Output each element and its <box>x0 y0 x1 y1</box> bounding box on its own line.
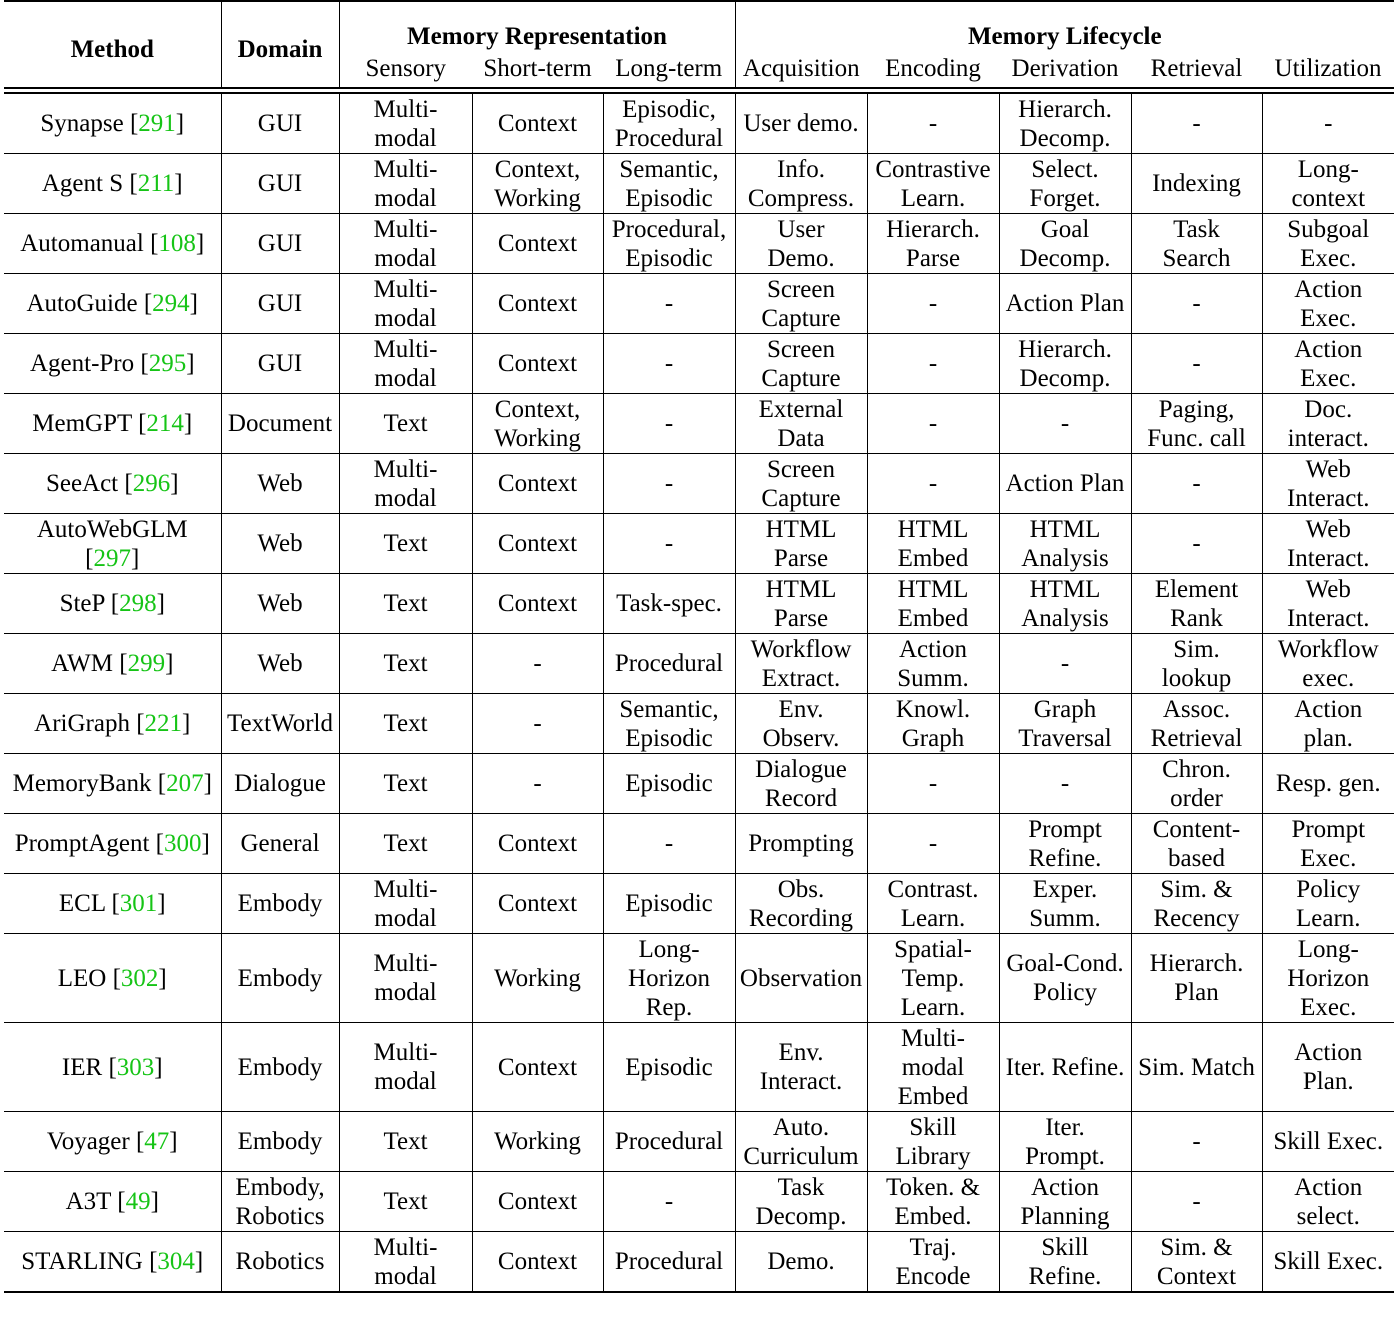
cell-domain: GUI <box>221 154 339 214</box>
cell-sensory: Text <box>339 694 472 754</box>
cell-domain: Document <box>221 394 339 454</box>
citation-link[interactable]: 211 <box>137 170 175 197</box>
cell-sensory: Multi- modal <box>339 874 472 934</box>
method-name: A3T <box>65 1188 118 1215</box>
cell-short: Context <box>472 91 603 154</box>
citation-link[interactable]: 300 <box>163 830 202 857</box>
cell-util: Resp. gen. <box>1262 754 1394 814</box>
cell-ret: Assoc. Retrieval <box>1131 694 1262 754</box>
cell-acq: Observation <box>735 934 867 1023</box>
cell-method: STARLING [304] <box>21 1248 204 1275</box>
citation-link[interactable]: 221 <box>144 710 183 737</box>
cell-sensory: Multi- modal <box>339 1023 472 1112</box>
citation-link[interactable]: 297 <box>93 544 131 572</box>
method-name: Voyager <box>46 1128 136 1155</box>
cell-method: Automanual [108] <box>20 230 205 257</box>
cell-ret: Sim. & Context <box>1131 1232 1262 1293</box>
cell-util: Prompt Exec. <box>1262 814 1394 874</box>
citation-link[interactable]: 207 <box>166 770 204 797</box>
table-row <box>4 574 1394 634</box>
citation-link[interactable]: 291 <box>138 110 176 137</box>
cell-sensory: Text <box>339 634 472 694</box>
method-name: STARLING <box>21 1248 150 1275</box>
cell-ret: - <box>1131 274 1262 334</box>
cell-enc: - <box>867 394 999 454</box>
cell-sensory: Multi- modal <box>339 91 472 154</box>
cell-enc: Knowl. Graph <box>867 694 999 754</box>
citation-link[interactable]: 302 <box>120 964 159 992</box>
cell-long: Long- Horizon Rep. <box>603 934 735 1023</box>
cell-acq: Auto. Curriculum <box>735 1112 867 1172</box>
cell-der: Goal Decomp. <box>999 214 1131 274</box>
cell-short: Context <box>472 1232 603 1293</box>
citation-link[interactable]: 304 <box>157 1248 195 1275</box>
cell-der: Hierarch. Decomp. <box>999 91 1131 154</box>
cell-short: Context <box>472 454 603 514</box>
citation-link[interactable]: 303 <box>116 1053 155 1081</box>
cell-acq: Prompting <box>735 814 867 874</box>
cell-domain: Web <box>221 454 339 514</box>
cell-domain: GUI <box>221 274 339 334</box>
cell-domain: Embody <box>221 1112 339 1172</box>
cell-der: Prompt Refine. <box>999 814 1131 874</box>
cell-short: - <box>472 634 603 694</box>
table-row <box>4 454 1394 514</box>
cell-util: Subgoal Exec. <box>1262 214 1394 274</box>
cell-enc: Contrastive Learn. <box>867 154 999 214</box>
cell-long: Episodic <box>603 1023 735 1112</box>
table-row <box>4 274 1394 334</box>
cell-enc: HTML Embed <box>867 574 999 634</box>
method-name: MemGPT <box>32 410 139 437</box>
cell-ret: Chron. order <box>1131 754 1262 814</box>
cell-method: PromptAgent [300] <box>14 830 210 857</box>
cell-short: Context <box>472 1172 603 1232</box>
cell-util: Long- context <box>1262 154 1394 214</box>
cell-domain: Web <box>221 574 339 634</box>
cell-ret: - <box>1131 454 1262 514</box>
citation-link[interactable]: 295 <box>148 350 187 377</box>
table-row <box>4 694 1394 754</box>
cell-method: Voyager [47] <box>46 1128 178 1155</box>
cell-acq: Env. Interact. <box>735 1023 867 1112</box>
table-header <box>4 1 1394 91</box>
cell-acq: HTML Parse <box>735 514 867 574</box>
cell-long: - <box>603 334 735 394</box>
cell-method: AutoWebGLM [297] <box>36 515 188 572</box>
table-row <box>4 934 1394 1023</box>
cell-ret: - <box>1131 514 1262 574</box>
method-name: SteP <box>59 590 111 617</box>
cell-long: Procedural <box>603 1232 735 1293</box>
cell-der: - <box>999 394 1131 454</box>
cell-short: Context <box>472 574 603 634</box>
cell-acq: External Data <box>735 394 867 454</box>
cell-method: Agent S [211] <box>41 170 183 197</box>
cell-domain: Embody <box>221 874 339 934</box>
cell-acq: Screen Capture <box>735 334 867 394</box>
cell-enc: - <box>867 454 999 514</box>
cell-ret: Content- based <box>1131 814 1262 874</box>
cell-sensory: Text <box>339 574 472 634</box>
cell-short: Working <box>472 934 603 1023</box>
table-row <box>4 1232 1394 1293</box>
header-memory-representation: Memory Representation <box>339 1 735 51</box>
header-domain: Domain <box>221 1 339 91</box>
cell-short: Context, Working <box>472 154 603 214</box>
cell-short: Context <box>472 334 603 394</box>
cell-short: - <box>472 754 603 814</box>
cell-long: Procedural <box>603 634 735 694</box>
table-row <box>4 154 1394 214</box>
cell-enc: - <box>867 334 999 394</box>
cell-util: Action Plan. <box>1262 1023 1394 1112</box>
cell-util: Skill Exec. <box>1262 1232 1394 1293</box>
method-name: AutoWebGLM <box>36 515 188 543</box>
cell-enc: Action Summ. <box>867 634 999 694</box>
cell-util: Policy Learn. <box>1262 874 1394 934</box>
cell-domain: Embody <box>221 1023 339 1112</box>
cell-der: Action Planning <box>999 1172 1131 1232</box>
cell-der: Hierarch. Decomp. <box>999 334 1131 394</box>
cell-util: Web Interact. <box>1262 514 1394 574</box>
cell-ret: Paging, Func. call <box>1131 394 1262 454</box>
cell-acq: Demo. <box>735 1232 867 1293</box>
cell-ret: Task Search <box>1131 214 1262 274</box>
cell-ret: Hierarch. Plan <box>1131 934 1262 1023</box>
cell-long: Episodic, Procedural <box>603 91 735 154</box>
cell-ret: Sim. Match <box>1131 1023 1262 1112</box>
cell-acq: Info. Compress. <box>735 154 867 214</box>
cell-method: MemoryBank [207] <box>12 770 212 797</box>
cell-method: SteP [298] <box>59 590 165 617</box>
method-name: LEO <box>57 964 113 992</box>
header-short-term: Short-term <box>483 55 592 82</box>
header-encoding: Encoding <box>885 55 981 82</box>
table-row <box>4 394 1394 454</box>
cell-sensory: Multi- modal <box>339 274 472 334</box>
cell-method: LEO [302] <box>57 964 167 992</box>
cell-enc: - <box>867 91 999 154</box>
cell-enc: Skill Library <box>867 1112 999 1172</box>
cell-sensory: Multi- modal <box>339 934 472 1023</box>
cell-sensory: Multi- modal <box>339 1232 472 1293</box>
cell-der: HTML Analysis <box>999 514 1131 574</box>
cell-domain: Web <box>221 514 339 574</box>
cell-enc: Traj. Encode <box>867 1232 999 1293</box>
cell-short: Context, Working <box>472 394 603 454</box>
cell-long: - <box>603 274 735 334</box>
header-sensory: Sensory <box>339 51 472 91</box>
cell-der: Iter. Refine. <box>999 1023 1131 1112</box>
cell-domain: GUI <box>221 214 339 274</box>
method-name: IER <box>61 1053 109 1081</box>
table-row <box>4 1023 1394 1112</box>
cell-long: - <box>603 1172 735 1232</box>
table-row <box>4 1172 1394 1232</box>
cell-acq: HTML Parse <box>735 574 867 634</box>
method-name: ECL <box>58 890 112 917</box>
cell-util: Skill Exec. <box>1262 1112 1394 1172</box>
cell-long: Task-spec. <box>603 574 735 634</box>
cell-enc: Token. & Embed. <box>867 1172 999 1232</box>
cell-domain: Dialogue <box>221 754 339 814</box>
cell-util: Long- Horizon Exec. <box>1262 934 1394 1023</box>
header-retrieval: Retrieval <box>1150 55 1243 82</box>
method-name: MemoryBank <box>12 770 158 797</box>
cell-util: Workflow exec. <box>1262 634 1394 694</box>
cell-long: Episodic <box>603 754 735 814</box>
table-row <box>4 874 1394 934</box>
cell-util: Web Interact. <box>1262 574 1394 634</box>
method-name: AriGraph <box>34 710 137 737</box>
header-long-term: Long-term <box>615 55 723 82</box>
table-row <box>4 334 1394 394</box>
method-name: AutoGuide <box>26 290 144 317</box>
method-name: PromptAgent <box>14 830 156 857</box>
cell-der: Select. Forget. <box>999 154 1131 214</box>
cell-der: Goal-Cond. Policy <box>999 934 1131 1023</box>
cell-der: HTML Analysis <box>999 574 1131 634</box>
cell-enc: - <box>867 814 999 874</box>
cell-util: Doc. interact. <box>1262 394 1394 454</box>
method-name: SeeAct <box>45 470 125 497</box>
cell-sensory: Text <box>339 1172 472 1232</box>
cell-method: A3T [49] <box>65 1188 159 1215</box>
header-derivation: Derivation <box>1011 55 1119 82</box>
cell-long: - <box>603 394 735 454</box>
cell-short: Context <box>472 1023 603 1112</box>
cell-short: Working <box>472 1112 603 1172</box>
cell-enc: Spatial- Temp. Learn. <box>867 934 999 1023</box>
citation-link[interactable]: 49 <box>125 1188 151 1215</box>
cell-enc: Contrast. Learn. <box>867 874 999 934</box>
cell-domain: General <box>221 814 339 874</box>
cell-short: Context <box>472 274 603 334</box>
cell-long: Semantic, Episodic <box>603 154 735 214</box>
table-body <box>4 91 1394 1293</box>
cell-method: IER [303] <box>61 1053 163 1081</box>
cell-domain: Embody, Robotics <box>221 1172 339 1232</box>
cell-enc: HTML Embed <box>867 514 999 574</box>
cell-util: Action Exec. <box>1262 334 1394 394</box>
cell-ret: Indexing <box>1131 154 1262 214</box>
cell-method: Synapse [291] <box>40 110 185 137</box>
cell-sensory: Multi- modal <box>339 454 472 514</box>
cell-ret: - <box>1131 1112 1262 1172</box>
cell-method: ECL [301] <box>58 890 166 917</box>
cell-enc: - <box>867 754 999 814</box>
table-row <box>4 91 1394 154</box>
cell-sensory: Text <box>339 1112 472 1172</box>
method-name: Automanual <box>20 230 151 257</box>
header-acquisition: Acquisition <box>735 51 867 91</box>
cell-short: Context <box>472 214 603 274</box>
cell-der: Graph Traversal <box>999 694 1131 754</box>
cell-sensory: Text <box>339 394 472 454</box>
cell-domain: TextWorld <box>221 694 339 754</box>
cell-sensory: Text <box>339 814 472 874</box>
cell-short: Context <box>472 874 603 934</box>
cell-der: Exper. Summ. <box>999 874 1131 934</box>
citation-link[interactable]: 294 <box>152 290 190 317</box>
cell-domain: GUI <box>221 334 339 394</box>
cell-acq: User demo. <box>735 91 867 154</box>
cell-domain: Embody <box>221 934 339 1023</box>
citation-link[interactable]: 47 <box>144 1128 170 1155</box>
cell-acq: Screen Capture <box>735 454 867 514</box>
citation-link[interactable]: 301 <box>119 890 158 917</box>
method-name: Agent S <box>41 170 130 197</box>
table-row <box>4 814 1394 874</box>
cell-enc: Hierarch. Parse <box>867 214 999 274</box>
cell-acq: User Demo. <box>735 214 867 274</box>
citation-link[interactable]: 299 <box>127 650 166 677</box>
cell-acq: Dialogue Record <box>735 754 867 814</box>
cell-method: SeeAct [296] <box>45 470 179 497</box>
cell-long: - <box>603 454 735 514</box>
cell-der: Skill Refine. <box>999 1232 1131 1293</box>
cell-sensory: Text <box>339 754 472 814</box>
cell-sensory: Multi- modal <box>339 214 472 274</box>
cell-long: Procedural, Episodic <box>603 214 735 274</box>
cell-ret: Sim. lookup <box>1131 634 1262 694</box>
cell-method: AriGraph [221] <box>34 710 191 737</box>
cell-util: Action select. <box>1262 1172 1394 1232</box>
table-row <box>4 634 1394 694</box>
cell-method: MemGPT [214] <box>32 410 193 437</box>
cell-domain: Robotics <box>221 1232 339 1293</box>
memory-methods-table <box>4 0 1394 1293</box>
cell-method: AWM [299] <box>51 650 174 677</box>
cell-der: Action Plan <box>999 454 1131 514</box>
method-name: Agent-Pro <box>29 350 141 377</box>
cell-sensory: Text <box>339 514 472 574</box>
cell-method: Agent-Pro [295] <box>29 350 195 377</box>
cell-ret: - <box>1131 334 1262 394</box>
citation-link[interactable]: 296 <box>132 470 171 497</box>
cell-util: - <box>1262 91 1394 154</box>
table-row <box>4 1112 1394 1172</box>
cell-acq: Obs. Recording <box>735 874 867 934</box>
cell-der: Action Plan <box>999 274 1131 334</box>
cell-domain: GUI <box>221 91 339 154</box>
cell-short: - <box>472 694 603 754</box>
cell-util: Action plan. <box>1262 694 1394 754</box>
cell-ret: - <box>1131 1172 1262 1232</box>
cell-long: - <box>603 514 735 574</box>
cell-ret: Sim. & Recency <box>1131 874 1262 934</box>
table-row <box>4 754 1394 814</box>
cell-sensory: Multi- modal <box>339 154 472 214</box>
cell-der: - <box>999 754 1131 814</box>
cell-short: Context <box>472 514 603 574</box>
citation-link[interactable]: 214 <box>146 410 184 437</box>
cell-long: - <box>603 814 735 874</box>
method-name: Synapse <box>40 110 130 137</box>
cell-sensory: Multi- modal <box>339 334 472 394</box>
cell-long: Procedural <box>603 1112 735 1172</box>
header-method: Method <box>70 36 154 63</box>
cell-util: Web Interact. <box>1262 454 1394 514</box>
method-name: AWM <box>51 650 120 677</box>
cell-enc: Multi- modal Embed <box>867 1023 999 1112</box>
cell-util: Action Exec. <box>1262 274 1394 334</box>
cell-acq: Env. Observ. <box>735 694 867 754</box>
cell-method: AutoGuide [294] <box>26 290 198 317</box>
header-memory-lifecycle: Memory Lifecycle <box>735 1 1394 51</box>
cell-ret: Element Rank <box>1131 574 1262 634</box>
cell-acq: Workflow Extract. <box>735 634 867 694</box>
cell-enc: - <box>867 274 999 334</box>
header-utilization: Utilization <box>1274 55 1382 82</box>
cell-domain: Web <box>221 634 339 694</box>
citation-link[interactable]: 298 <box>119 590 157 617</box>
table-row <box>4 514 1394 574</box>
cell-long: Episodic <box>603 874 735 934</box>
cell-der: - <box>999 634 1131 694</box>
table-row <box>4 214 1394 274</box>
cell-acq: Screen Capture <box>735 274 867 334</box>
cell-der: Iter. Prompt. <box>999 1112 1131 1172</box>
cell-short: Context <box>472 814 603 874</box>
citation-link[interactable]: 108 <box>158 230 196 257</box>
cell-acq: Task Decomp. <box>735 1172 867 1232</box>
cell-ret: - <box>1131 91 1262 154</box>
cell-long: Semantic, Episodic <box>603 694 735 754</box>
